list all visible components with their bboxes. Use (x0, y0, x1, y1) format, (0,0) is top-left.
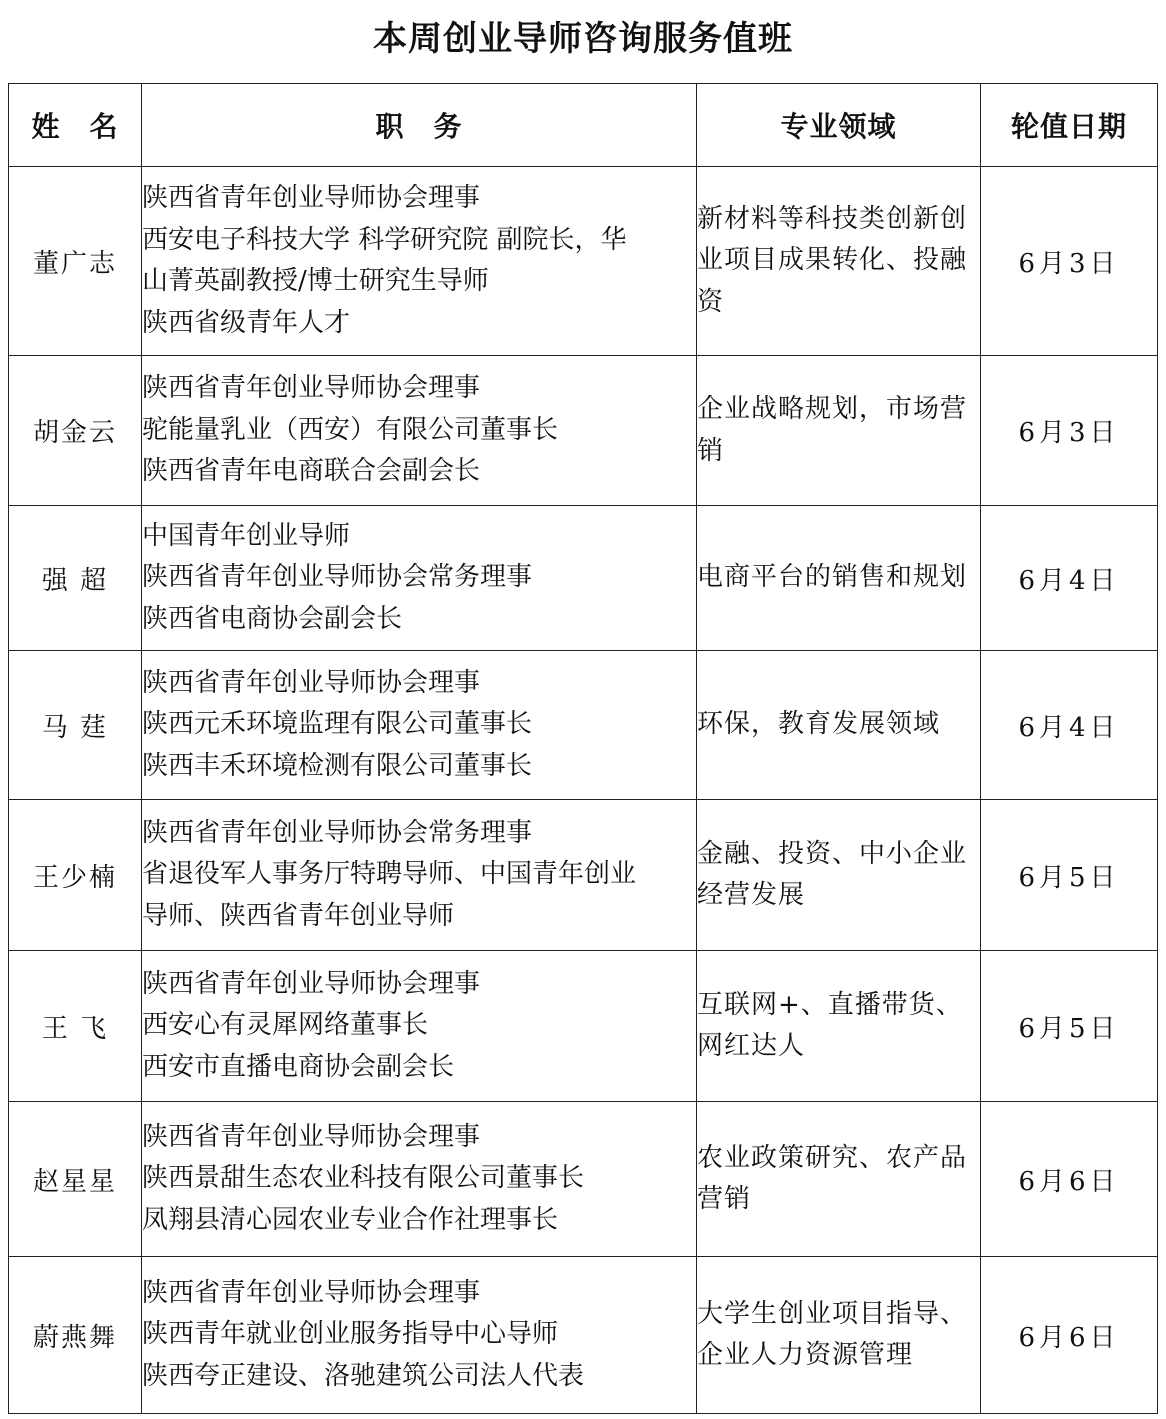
header-name: 姓 名 (9, 84, 142, 167)
table-row (9, 1257, 1158, 1414)
position-line: 凤翔县清心园农业专业合作社理事长 (142, 1204, 559, 1235)
position-line: 中国青年创业导师 (142, 520, 351, 551)
position-line: 陕西省青年创业导师协会理事 (142, 968, 481, 999)
expertise-field (697, 1102, 981, 1257)
position-line: 陕西省青年创业导师协会理事 (142, 1121, 481, 1152)
mentor-position (142, 167, 697, 356)
position-line: 陕西省青年电商联合会副会长 (142, 456, 481, 487)
field-text: 互联网+、直播带货、网红达人 (697, 989, 963, 1061)
position-line: 导师、陕西省青年创业导师 (142, 900, 455, 931)
mentor-name: 蔚燕舞 (9, 1257, 142, 1414)
position-line: 山菁英副教授/博士研究生导师 (142, 266, 489, 296)
position-line: 省退役军人事务厅特聘导师、中国青年创业 (142, 859, 637, 890)
mentor-name: 强 超 (9, 506, 142, 651)
mentor-name: 王 飞 (9, 951, 142, 1102)
position-line: 陕西省级青年人才 (142, 307, 351, 338)
mentor-position (142, 1257, 697, 1414)
position-line: 陕西夸正建设、洛驰建筑公司法人代表 (142, 1360, 585, 1391)
mentor-position (142, 951, 697, 1102)
table-row (9, 506, 1158, 651)
duty-date: 6月5日 (981, 800, 1158, 951)
position-line: 陕西省青年创业导师协会理事 (142, 183, 481, 213)
duty-date: 6月5日 (981, 951, 1158, 1102)
field-text: 农业政策研究、农产品营销 (697, 1142, 968, 1214)
mentor-position (142, 356, 697, 506)
mentor-position (142, 800, 697, 951)
duty-date: 6月6日 (981, 1102, 1158, 1257)
position-line: 陕西青年就业创业服务指导中心导师 (142, 1319, 559, 1350)
position-line: 西安市直播电商协会副会长 (142, 1051, 455, 1082)
table-header-row (9, 84, 1158, 167)
header-position: 职 务 (142, 84, 697, 167)
duty-schedule-table (8, 83, 1158, 1414)
field-text: 电商平台的销售和规划 (697, 562, 968, 593)
duty-date: 6月3日 (981, 356, 1158, 506)
page-title: 本周创业导师咨询服务值班 (373, 19, 793, 59)
position-line: 陕西元禾环境监理有限公司董事长 (142, 709, 533, 740)
mentor-name: 董广志 (9, 167, 142, 356)
position-line: 陕西丰禾环境检测有限公司董事长 (142, 750, 533, 781)
table-row (9, 651, 1158, 800)
position-line: 西安心有灵犀网络董事长 (142, 1010, 429, 1041)
expertise-field (697, 951, 981, 1102)
position-line: 陕西省青年创业导师协会常务理事 (142, 817, 533, 848)
field-text: 大学生创业项目指导、企业人力资源管理 (697, 1298, 968, 1370)
position-line: 陕西省青年创业导师协会理事 (142, 667, 481, 698)
field-text: 企业战略规划，市场营销 (697, 394, 968, 466)
mentor-name: 马 莛 (9, 651, 142, 800)
expertise-field (697, 1257, 981, 1414)
position-line: 陕西省青年创业导师协会理事 (142, 373, 481, 404)
duty-date: 6月4日 (981, 506, 1158, 651)
expertise-field (697, 800, 981, 951)
position-line: 西安电子科技大学 科学研究院 副院长，华 (142, 224, 627, 255)
field-text: 环保，教育发展领域 (697, 709, 941, 740)
table-row (9, 356, 1158, 506)
header-field: 专业领域 (697, 84, 981, 167)
table-row (9, 800, 1158, 951)
expertise-field (697, 167, 981, 356)
mentor-name: 胡金云 (9, 356, 142, 506)
position-line: 陕西省青年创业导师协会理事 (142, 1277, 481, 1308)
mentor-position (142, 651, 697, 800)
mentor-position (142, 506, 697, 651)
mentor-name: 赵星星 (9, 1102, 142, 1257)
position-line: 陕西景甜生态农业科技有限公司董事长 (142, 1163, 585, 1194)
expertise-field (697, 506, 981, 651)
header-date: 轮值日期 (981, 84, 1158, 167)
position-line: 驼能量乳业（西安）有限公司董事长 (142, 414, 559, 445)
expertise-field (697, 651, 981, 800)
position-line: 陕西省电商协会副会长 (142, 603, 403, 634)
field-text: 金融、投资、中小企业经营发展 (697, 838, 968, 910)
table-row (9, 951, 1158, 1102)
duty-date: 6月4日 (981, 651, 1158, 800)
duty-date: 6月6日 (981, 1257, 1158, 1414)
field-text: 新材料等科技类创新创业项目成果转化、投融资 (697, 203, 968, 317)
table-row (9, 1102, 1158, 1257)
position-line: 陕西省青年创业导师协会常务理事 (142, 562, 533, 593)
table-row (9, 167, 1158, 356)
mentor-name: 王少楠 (9, 800, 142, 951)
expertise-field (697, 356, 981, 506)
duty-date: 6月3日 (981, 167, 1158, 356)
mentor-position (142, 1102, 697, 1257)
